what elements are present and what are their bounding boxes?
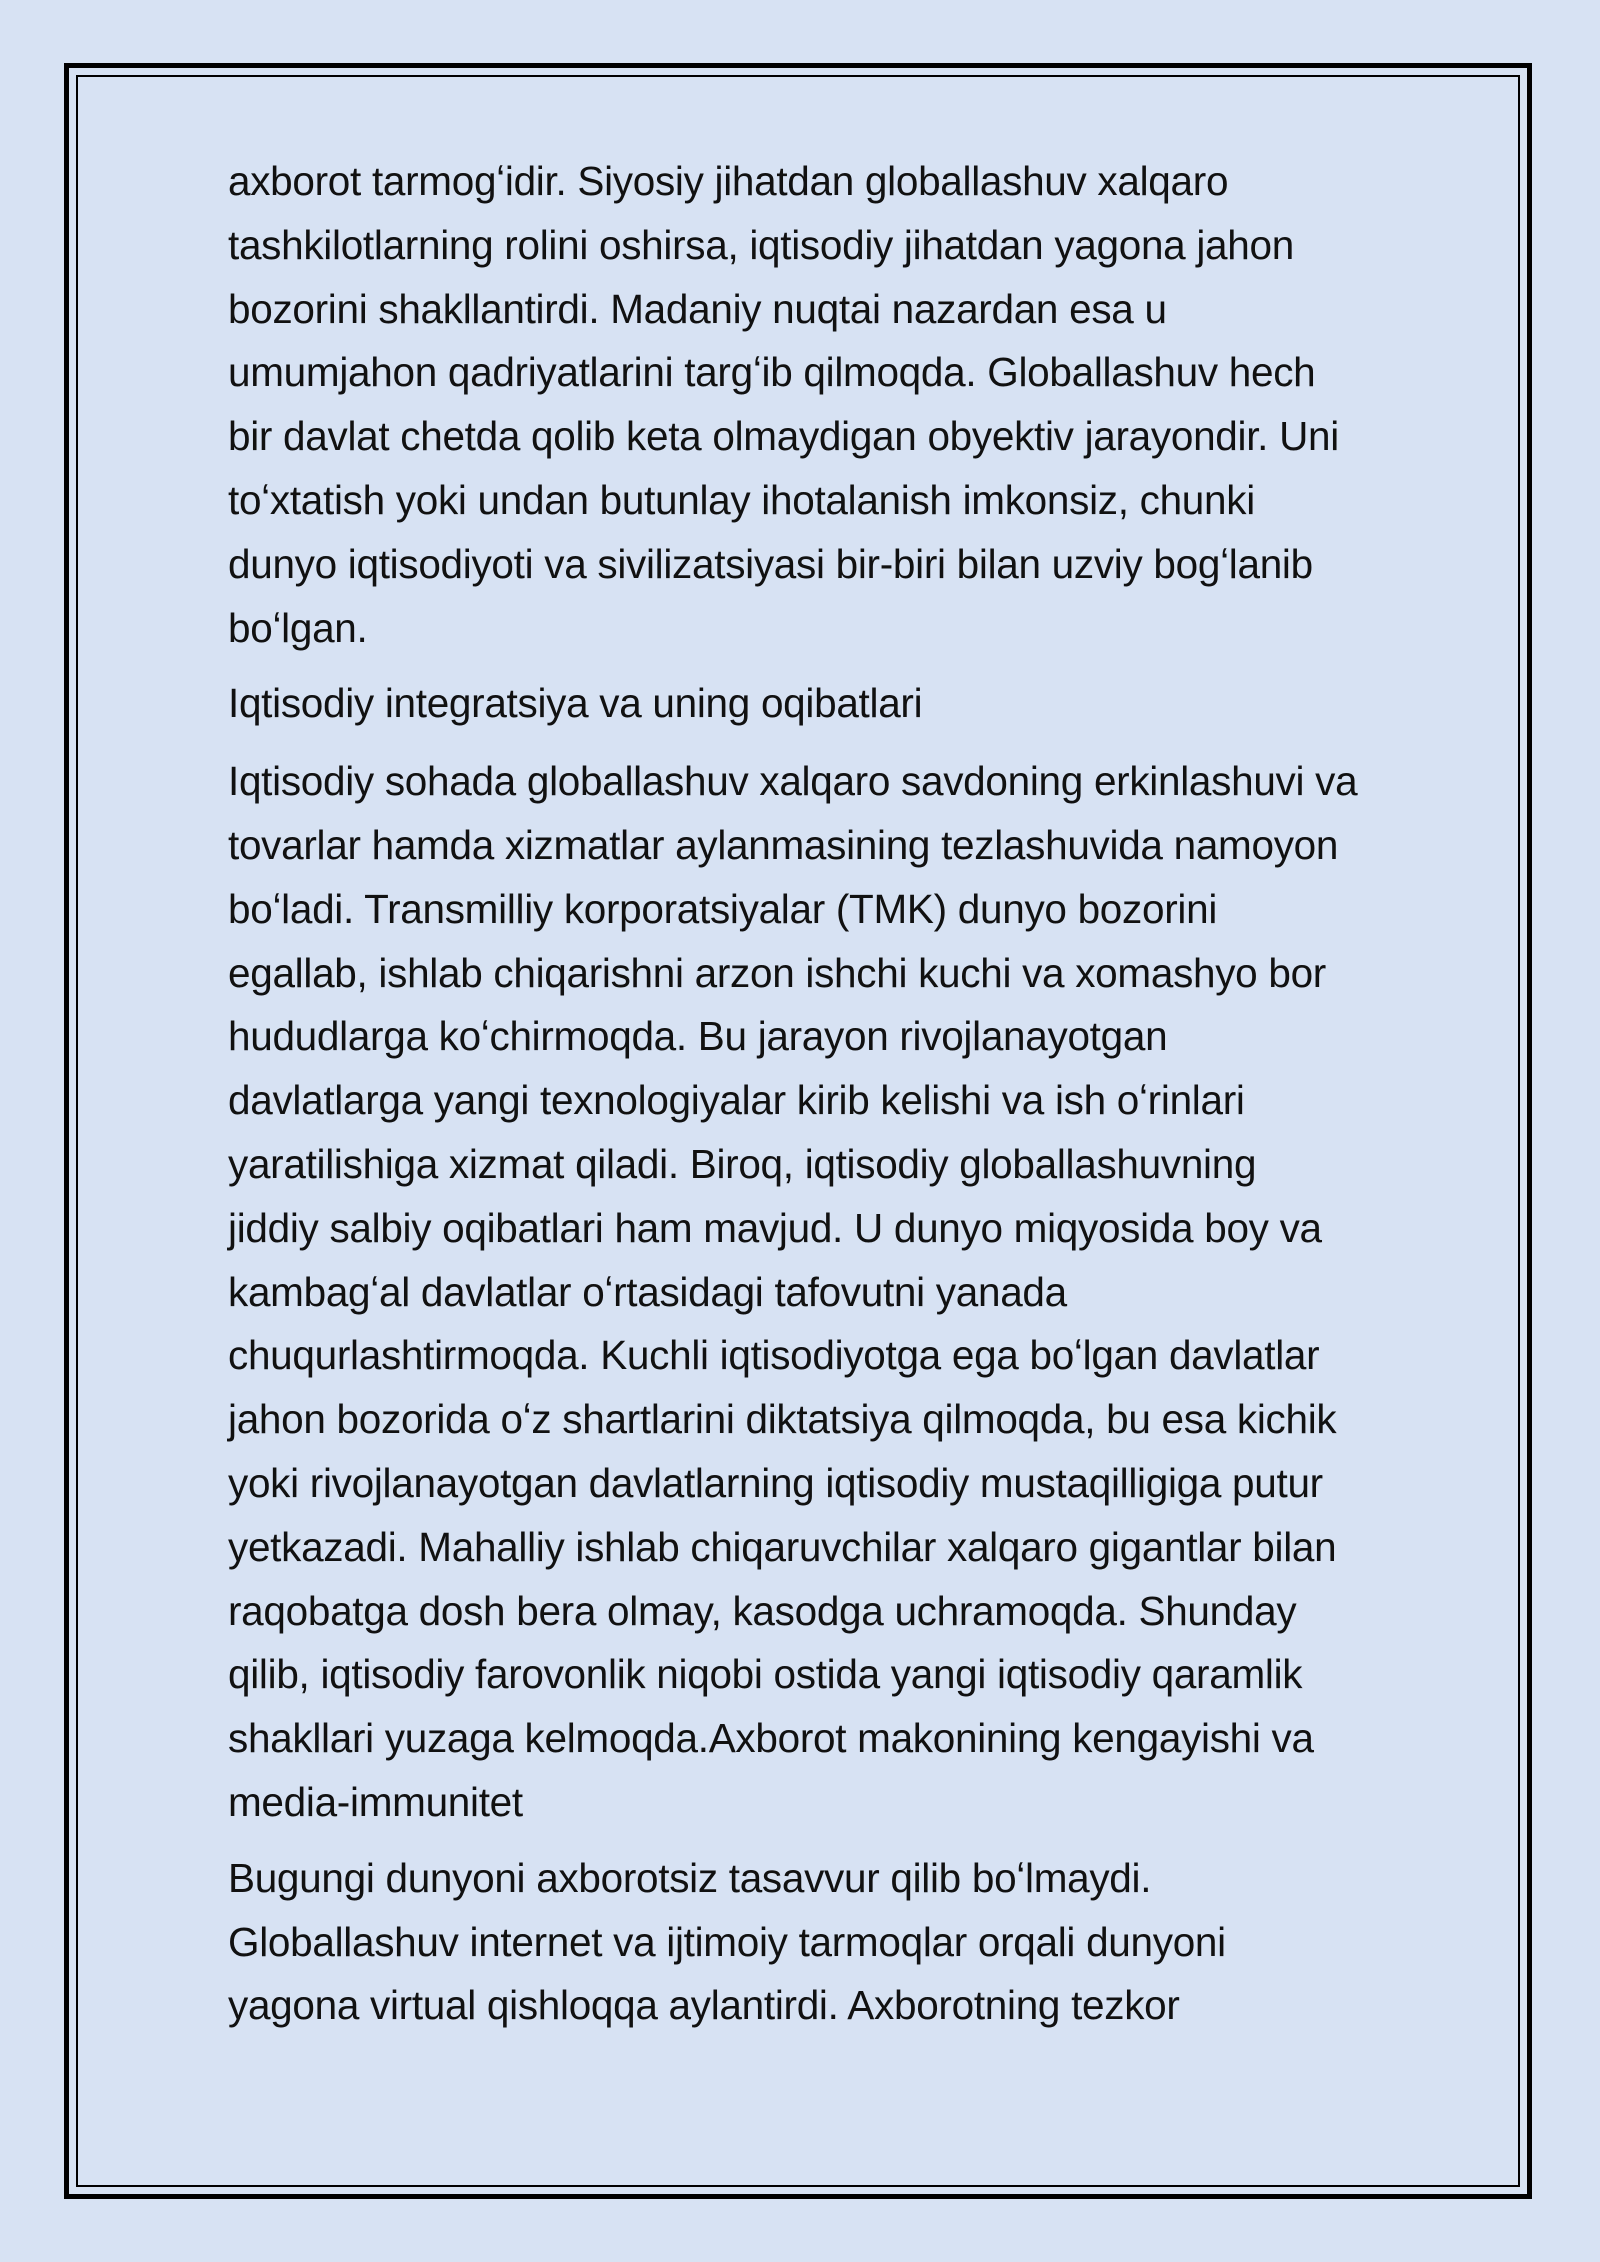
section-heading-economic-integration: Iqtisodiy integratsiya va uning oqibatlari <box>228 680 923 727</box>
paragraph-economic-globalization: Iqtisodiy sohada globallashuv xalqaro savdoning erkinlashuvi va tovarlar hamda xizmatlar aylanmasining tezlashuvida namoyon boʻladi. Transmilliy korporatsiyalar (TMK) dunyo bozorini egallab, ishlab chiqarishni arzon ishchi kuchi va xomashyo bor hududlarga koʻchirmoqda. Bu jarayon rivojlanayotgan davlatlarga yangi texnologiyalar kirib kelishi va ish oʻrinlari yaratilishiga xizmat qiladi. Biroq, iqtisodiy globallashuvning jiddiy salbiy oqibatlari ham mavjud. U dunyo miqyosida boy va kambagʻal davlatlar oʻrtasidagi tafovutni yanada chuqurlashtirmoqda. Kuchli iqtisodiyotga ega boʻlgan davlatlar jahon bozorida oʻz shartlarini diktatsiya qilmoqda, bu esa kichik yoki rivojlanayotgan davlatlarning iqtisodiy mustaqilligiga putur yetkazadi. Mahalliy ishlab chiqaruvchilar xalqaro gigantlar bilan raqobatga dosh bera olmay, kasodga uchramoqda. Shunday qilib, iqtisodiy farovonlik niqobi ostida yangi iqtisodiy qaramlik shakllari yuzaga kelmoqda.Axborot makonining kengayishi va media-immunitet <box>228 758 1358 1825</box>
paragraph-information-space: Bugungi dunyoni axborotsiz tasavvur qilib boʻlmaydi. Globallashuv internet va ijtimoiy tarmoqlar orqali dunyoni yagona virtual qishloqqa aylantirdi. Axborotning tezkor <box>228 1854 1226 2029</box>
paragraph-globalization-overview: axborot tarmogʻidir. Siyosiy jihatdan globallashuv xalqaro tashkilotlarning rolini oshirsa, iqtisodiy jihatdan yagona jahon bozorini shakllantirdi. Madaniy nuqtai nazardan esa u umumjahon qadriyatlarini targʻib qilmoqda. Globallashuv hech bir davlat chetda qolib keta olmaydigan obyektiv jarayondir. Uni toʻxtatish yoki undan butunlay ihotalanish imkonsiz, chunki dunyo iqtisodiyoti va sivilizatsiyasi bir-biri bilan uzviy bogʻlanib boʻlgan. <box>228 158 1339 651</box>
document-body <box>228 150 1498 2050</box>
